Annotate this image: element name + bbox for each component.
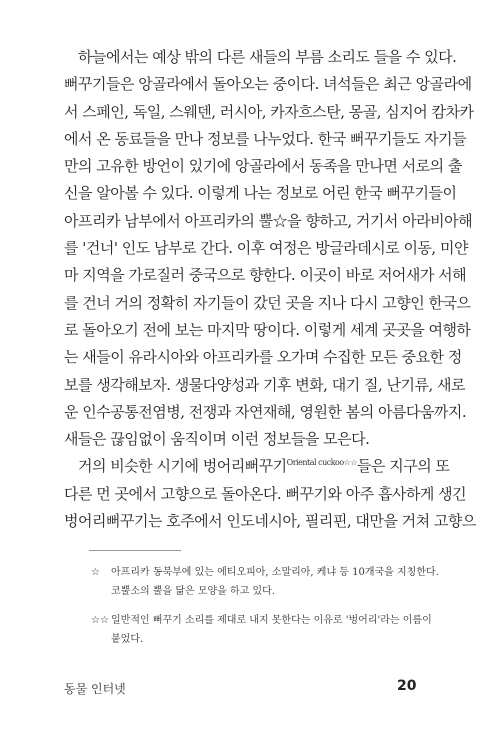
body-line-text: 다른 먼 곳에서 고향으로 돌아온다. 뻐꾸기와 아주 흡사하게 생긴 xyxy=(64,484,467,503)
body-line xyxy=(64,344,462,371)
body-line xyxy=(64,290,471,317)
body-line xyxy=(64,44,457,71)
body-line-text: 운 인수공통전염병, 전쟁과 자연재해, 영원한 봄의 아름다움까지. xyxy=(64,402,467,421)
body-text xyxy=(64,44,476,535)
body-line xyxy=(64,372,465,399)
body-line xyxy=(64,508,476,535)
body-line-text: 새들은 끊임없이 움직이며 이런 정보들을 모은다. xyxy=(64,430,370,449)
body-line-text: 서 스페인, 독일, 스웨덴, 러시아, 카자흐스탄, 몽골, 심지어 캄차카 xyxy=(64,102,474,121)
body-line xyxy=(64,208,473,235)
body-line-text: 뻐꾸기들은 앙골라에서 돌아오는 중이다. 녀석들은 최근 앙골라에 xyxy=(64,75,472,94)
body-line-text: 신을 알아볼 수 있다. 이렇게 나는 정보로 어린 한국 뻐꾸기들이 xyxy=(64,184,457,203)
footnote-mark: ☆ xyxy=(91,567,100,578)
body-line xyxy=(64,180,457,207)
body-line xyxy=(64,453,450,480)
body-line xyxy=(64,71,472,98)
body-line-text: 로 돌아오기 전에 보는 마지막 땅이다. 이렇게 세계 곳곳을 여행하 xyxy=(64,320,471,339)
body-line xyxy=(64,426,436,453)
body-line-text: 를 건너 거의 정확히 자기들이 갔던 곳을 지나 다시 고향인 한국으 xyxy=(64,293,471,312)
body-line-text: 는 새들이 유라시아와 아프리카를 오가며 수집한 모든 중요한 정 xyxy=(64,348,462,367)
body-line-text: 만의 고유한 방언이 있기에 앙골라에서 동족을 만나면 서로의 출 xyxy=(64,157,462,176)
body-line-text: 를 '건너' 인도 남부로 간다. 이후 여정은 방글라데시로 이동, 미얀 xyxy=(64,239,468,258)
footnote-mark: ☆☆ xyxy=(91,615,109,626)
body-line xyxy=(64,399,467,426)
body-line-text: 보를 생각해보자. 생물다양성과 기후 변화, 대기 질, 난기류, 새로 xyxy=(64,375,465,394)
superscript-annotation: Oriental cuckoo☆☆ xyxy=(286,458,358,468)
footnote xyxy=(91,611,441,649)
footnote xyxy=(91,563,441,601)
page-number: 20 xyxy=(397,678,417,694)
body-line xyxy=(64,262,467,289)
body-line-text: 아프리카 남부에서 아프리카의 뿔☆을 향하고, 거기서 아라비아해 xyxy=(64,211,473,230)
running-footer-title: 동물 인터넷 xyxy=(64,682,126,696)
footnotes xyxy=(91,563,441,659)
footnote-text: 일반적인 뻐꾸기 소리를 제대로 내지 못한다는 이유로 '벙어리'라는 이름이 붙었다. xyxy=(111,615,432,645)
body-line xyxy=(64,481,467,508)
body-line xyxy=(64,235,468,262)
body-line xyxy=(64,317,471,344)
body-line-text: 마 지역을 가로질러 중국으로 향한다. 이곳이 바로 저어새가 서해 xyxy=(64,266,467,285)
body-line-text: 에서 온 동료들을 만나 정보를 나누었다. 한국 뻐꾸기들도 자기들 xyxy=(64,129,467,148)
footnote-text: 아프리카 동북부에 있는 에티오피아, 소말리아, 케냐 등 10개국을 지칭한다. 코뿔소의 뿔을 닮은 모양을 하고 있다. xyxy=(111,567,439,597)
body-line xyxy=(64,153,462,180)
body-line-text: 벙어리뻐꾸기는 호주에서 인도네시아, 필리핀, 대만을 거쳐 고향으 xyxy=(64,512,476,531)
body-line xyxy=(64,99,474,126)
footnote-divider xyxy=(89,550,181,551)
body-line-text: 거의 비슷한 시기에 벙어리뻐꾸기 xyxy=(78,457,287,476)
body-line xyxy=(64,126,467,153)
body-line-text: 하늘에서는 예상 밖의 다른 새들의 부름 소리도 들을 수 있다. xyxy=(78,48,457,66)
body-line-text: 들은 지구의 또 xyxy=(357,457,450,476)
